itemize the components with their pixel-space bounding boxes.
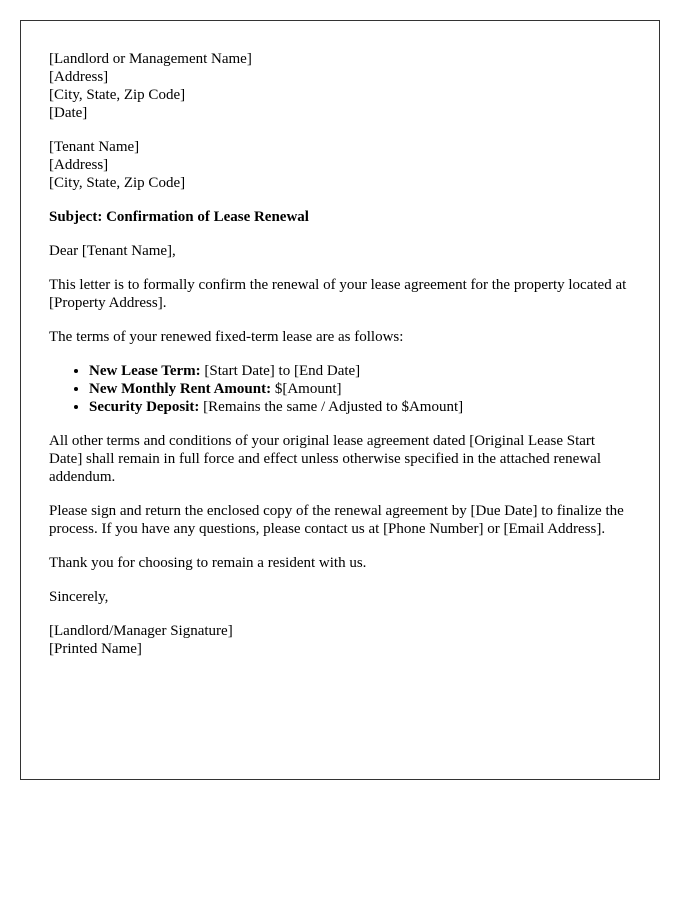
term-value: $[Amount] — [271, 381, 342, 397]
sender-city-state-zip: [City, State, Zip Code] — [49, 87, 186, 103]
terms-intro-paragraph: The terms of your renewed fixed-term lease are as follows: — [49, 329, 404, 345]
sender-name: [Landlord or Management Name] — [49, 51, 252, 67]
term-label: New Monthly Rent Amount: — [89, 381, 272, 397]
terms-list — [49, 362, 631, 416]
salutation: Dear [Tenant Name], — [49, 243, 176, 259]
term-value: [Start Date] to [End Date] — [200, 363, 361, 379]
term-item-monthly-rent — [89, 380, 631, 398]
thanks-paragraph: Thank you for choosing to remain a resident with us. — [49, 555, 367, 571]
term-label: Security Deposit: — [89, 399, 200, 415]
letter-page — [20, 20, 660, 780]
signature-line: [Landlord/Manager Signature] — [49, 623, 233, 639]
sender-address: [Address] — [49, 69, 109, 85]
letter-date: [Date] — [49, 105, 88, 121]
recipient-address: [Address] — [49, 157, 109, 173]
sender-address-block — [49, 50, 631, 122]
term-label: New Lease Term: — [89, 363, 201, 379]
printed-name: [Printed Name] — [49, 641, 142, 657]
term-item-lease-term — [89, 362, 631, 380]
recipient-city-state-zip: [City, State, Zip Code] — [49, 175, 186, 191]
instructions-paragraph: Please sign and return the enclosed copy of the renewal agreement by [Due Date] to finalize the process. If you have any questions, please contact us at [Phone Number] or [Email Address]. — [49, 503, 624, 537]
recipient-name: [Tenant Name] — [49, 139, 140, 155]
signature-block — [49, 622, 631, 658]
other-terms-paragraph: All other terms and conditions of your original lease agreement dated [Original Lease Start Date] shall remain in full force and effect unless otherwise specified in the attached renewal addendum. — [49, 433, 601, 485]
intro-paragraph: This letter is to formally confirm the renewal of your lease agreement for the property located at [Property Address]. — [49, 277, 627, 311]
subject-line: Subject: Confirmation of Lease Renewal — [49, 209, 309, 225]
closing: Sincerely, — [49, 589, 109, 605]
term-item-security-deposit — [89, 398, 631, 416]
recipient-address-block — [49, 138, 631, 192]
term-value: [Remains the same / Adjusted to $Amount] — [199, 399, 464, 415]
